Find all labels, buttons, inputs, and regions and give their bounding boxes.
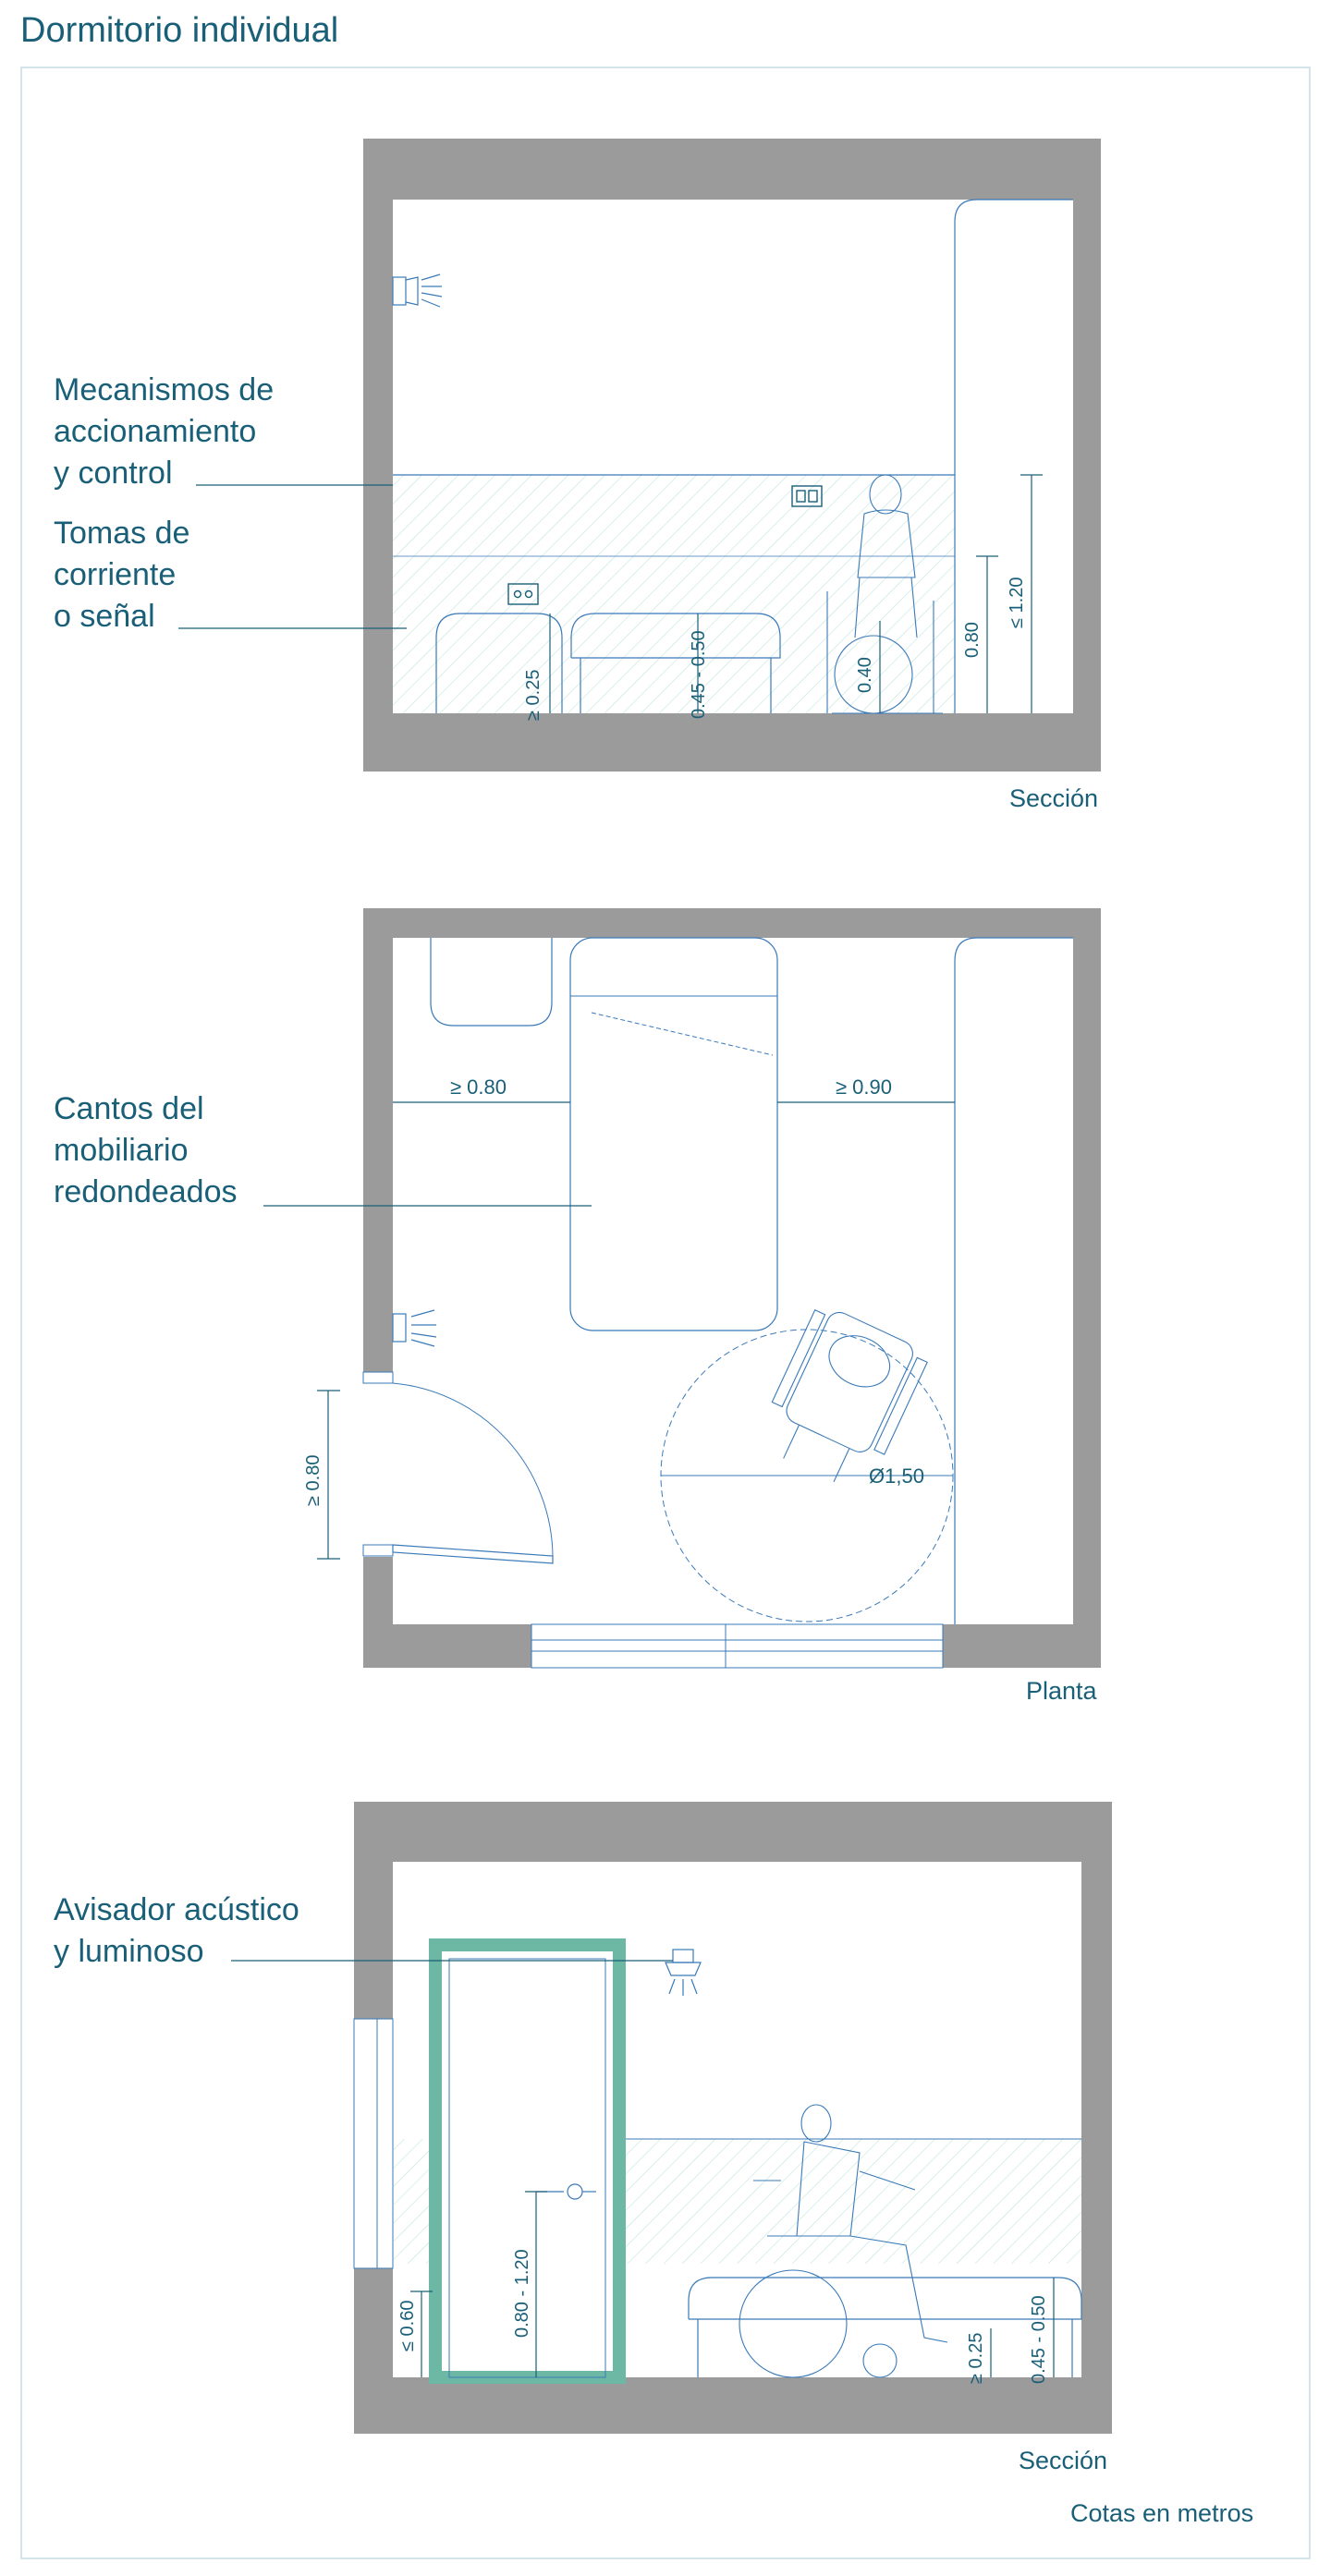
section-2-hatch-left [393,2139,434,2264]
dim-bed-height-1: 0.45 - 0.50 [689,630,709,719]
units-note: Cotas en metros [1070,2499,1254,2527]
dim-right-gap: ≥ 0.90 [836,1075,893,1099]
plan-room [393,938,1073,1624]
dim-control-height-1: ≤ 1.20 [1007,577,1027,628]
dim-turning-circle: Ø1,50 [869,1464,924,1488]
page-title: Dormitorio individual [20,11,339,50]
callout-cantos: Cantos del mobiliario redondeados [54,1091,238,1209]
plan-drawing [263,908,1101,1668]
dim-left-gap: ≥ 0.80 [450,1075,507,1099]
caption-seccion-2: Sección [1019,2447,1108,2474]
section-2-hatch-right [624,2139,1081,2264]
plan-window [531,1624,943,1668]
callout-mecanismos: Mecanismos de accionamiento y control [54,372,275,491]
dim-bed-height-2: 0.45 - 0.50 [1029,2295,1049,2384]
dim-handle-height: 0.80 - 1.20 [512,2249,532,2338]
dim-socket-height-2: ≥ 0.25 [966,2332,986,2384]
dim-door-width: ≥ 0.80 [303,1454,324,1506]
caption-planta: Planta [1026,1677,1097,1705]
dim-socket-height-1: ≥ 0.25 [523,669,543,721]
callout-avisador: Avisador acústico y luminoso [54,1892,299,1969]
callout-tomas: Tomas de corriente o señal [54,516,190,634]
dim-door-low-zone: ≤ 0.60 [397,2300,418,2351]
section-1-drawing [178,139,1101,772]
section-2-drawing [231,1802,1112,2434]
dim-wheelchair-height-1: 0.80 [962,622,983,658]
caption-seccion-1: Sección [1009,784,1099,812]
dim-seat-height-1: 0.40 [855,657,875,693]
